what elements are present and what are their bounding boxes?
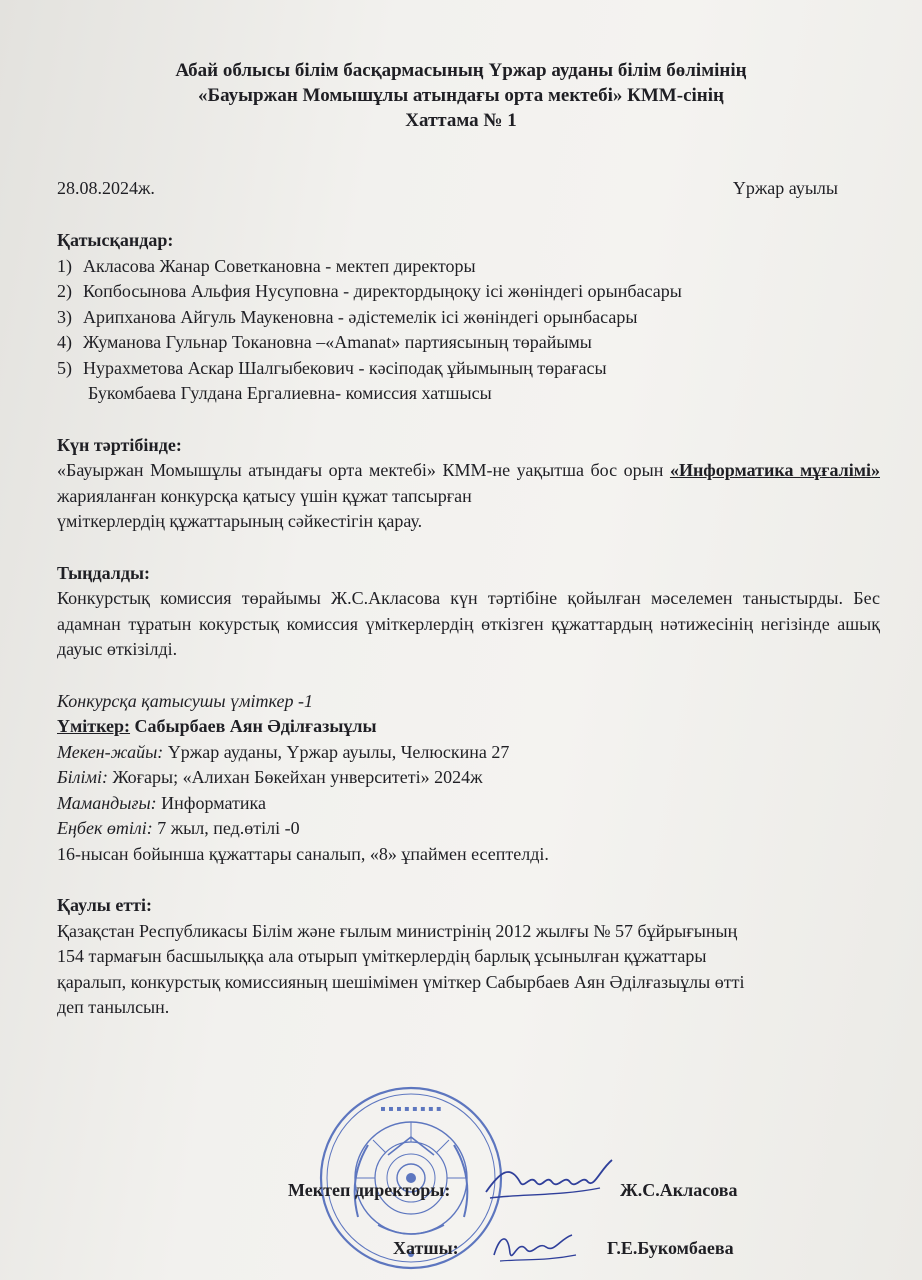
candidate-specialty: Мамандығы: Информатика	[57, 792, 266, 813]
protocol-title: Хаттама № 1	[405, 110, 517, 131]
director-label: Мектеп директоры:	[288, 1180, 451, 1200]
candidate-name: Сабырбаев Аян Әділғазыұлы	[134, 716, 377, 736]
director-signature-icon	[480, 1152, 620, 1212]
candidate-title: Конкурсқа қатысушы үміткер -1	[57, 690, 313, 711]
decision-line: деп танылсын.	[57, 997, 170, 1017]
vacant-position: «Информатика мұғалімі»	[669, 460, 880, 480]
secretary-signature-icon	[486, 1225, 586, 1270]
heard-heading: Тыңдалды:	[57, 562, 151, 583]
candidate-address: Мекен-жайы: Үржар ауданы, Үржар ауылы, Челюскина 27	[57, 741, 510, 762]
participant-item: 1) Акласова Жанар Советкановна - мектеп директоры	[57, 255, 476, 276]
candidate-experience: Еңбек өтілі: 7 жыл, пед.өтілі -0	[57, 818, 300, 838]
header-organization: Абай облысы білім басқармасының Үржар ауданы білім бөлімінің	[175, 60, 747, 81]
header-school: «Бауыржан Момышұлы атындағы орта мектебі» КММ-сінің	[198, 85, 724, 106]
date-place-line	[57, 178, 838, 199]
protocol-date: 28.08.2024ж.	[57, 178, 155, 198]
participant-item: 5) Нурахметова Аскар Шалгыбекович - кәсіподақ ұйымының төрағасы	[57, 357, 607, 378]
secretary-label: Хатшы:	[393, 1238, 459, 1258]
svg-text:▪ ▪ ▪ ▪ ▪ ▪ ▪ ▪: ▪ ▪ ▪ ▪ ▪ ▪ ▪ ▪	[380, 1104, 442, 1113]
participant-item: 3) Арипханова Айгуль Маукеновна - әдістемелік ісі жөніндегі орынбасары	[57, 306, 638, 327]
decision-heading: Қаулы етті:	[57, 895, 153, 915]
decision-line: Қазақстан Республикасы Білім және ғылым министрінің 2012 жылғы № 57 бұйрығының	[57, 920, 738, 941]
heard-text: Конкурстық комиссия төрайымы Ж.С.Акласова күн тәртібіне қойылған мәселемен таныстырды. Бес адамнан тұратын кокурстық комиссия үміткерлердің өткізген құжаттардың нәтижесінің негізінде ашық дауыс өткізілді.	[57, 588, 880, 659]
participants-heading: Қатысқандар:	[57, 230, 174, 250]
secretary-signature-line	[393, 1238, 734, 1259]
participant-item: 2) Копбосынова Альфия Нусуповна - директордыңоқу ісі жөніндегі орынбасары	[57, 281, 682, 301]
document-body	[57, 228, 880, 1021]
candidate-education: Білімі: Жоғары; «Алихан Бөкейхан унверситеті» 2024ж	[57, 767, 483, 787]
commission-secretary: Букомбаева Гулдана Ергалиевна- комиссия хатшысы	[88, 383, 492, 403]
decision-line: 154 тармағын басшылыққа ала отырып үміткерлердің барлық ұсынылған құжаттары	[57, 946, 707, 966]
participants-list	[57, 254, 880, 382]
decision-line: қаралып, конкурстық комиссияның шешімімен үміткер Сабырбаев Аян Әділғазыұлы өтті	[57, 971, 745, 992]
document-header	[0, 58, 922, 133]
agenda-text-last: үміткерлердің құжаттарының сәйкестігін қарау.	[57, 511, 423, 531]
candidate-name-line: Үміткер: Сабырбаев Аян Әділғазыұлы	[57, 716, 377, 736]
agenda-heading: Күн тәртібінде:	[57, 434, 182, 455]
agenda-text: «Бауыржан Момышұлы атындағы орта мектебі» КММ-не уақытша бос орын «Информатика мұғалімі» жарияланған конкурсқа қатысу үшін құжат тапсырған	[57, 460, 880, 506]
participant-item: 4) Жуманова Гульнар Токановна –«Amanat» партиясының төрайымы	[57, 332, 592, 352]
protocol-place: Үржар ауылы	[732, 178, 838, 198]
director-name: Ж.С.Акласова	[620, 1180, 738, 1200]
candidate-score: 16-нысан бойынша құжаттары саналып, «8» ұпаймен есептелді.	[57, 843, 549, 864]
director-signature-line	[288, 1180, 738, 1201]
secretary-name: Г.Е.Букомбаева	[607, 1238, 734, 1258]
